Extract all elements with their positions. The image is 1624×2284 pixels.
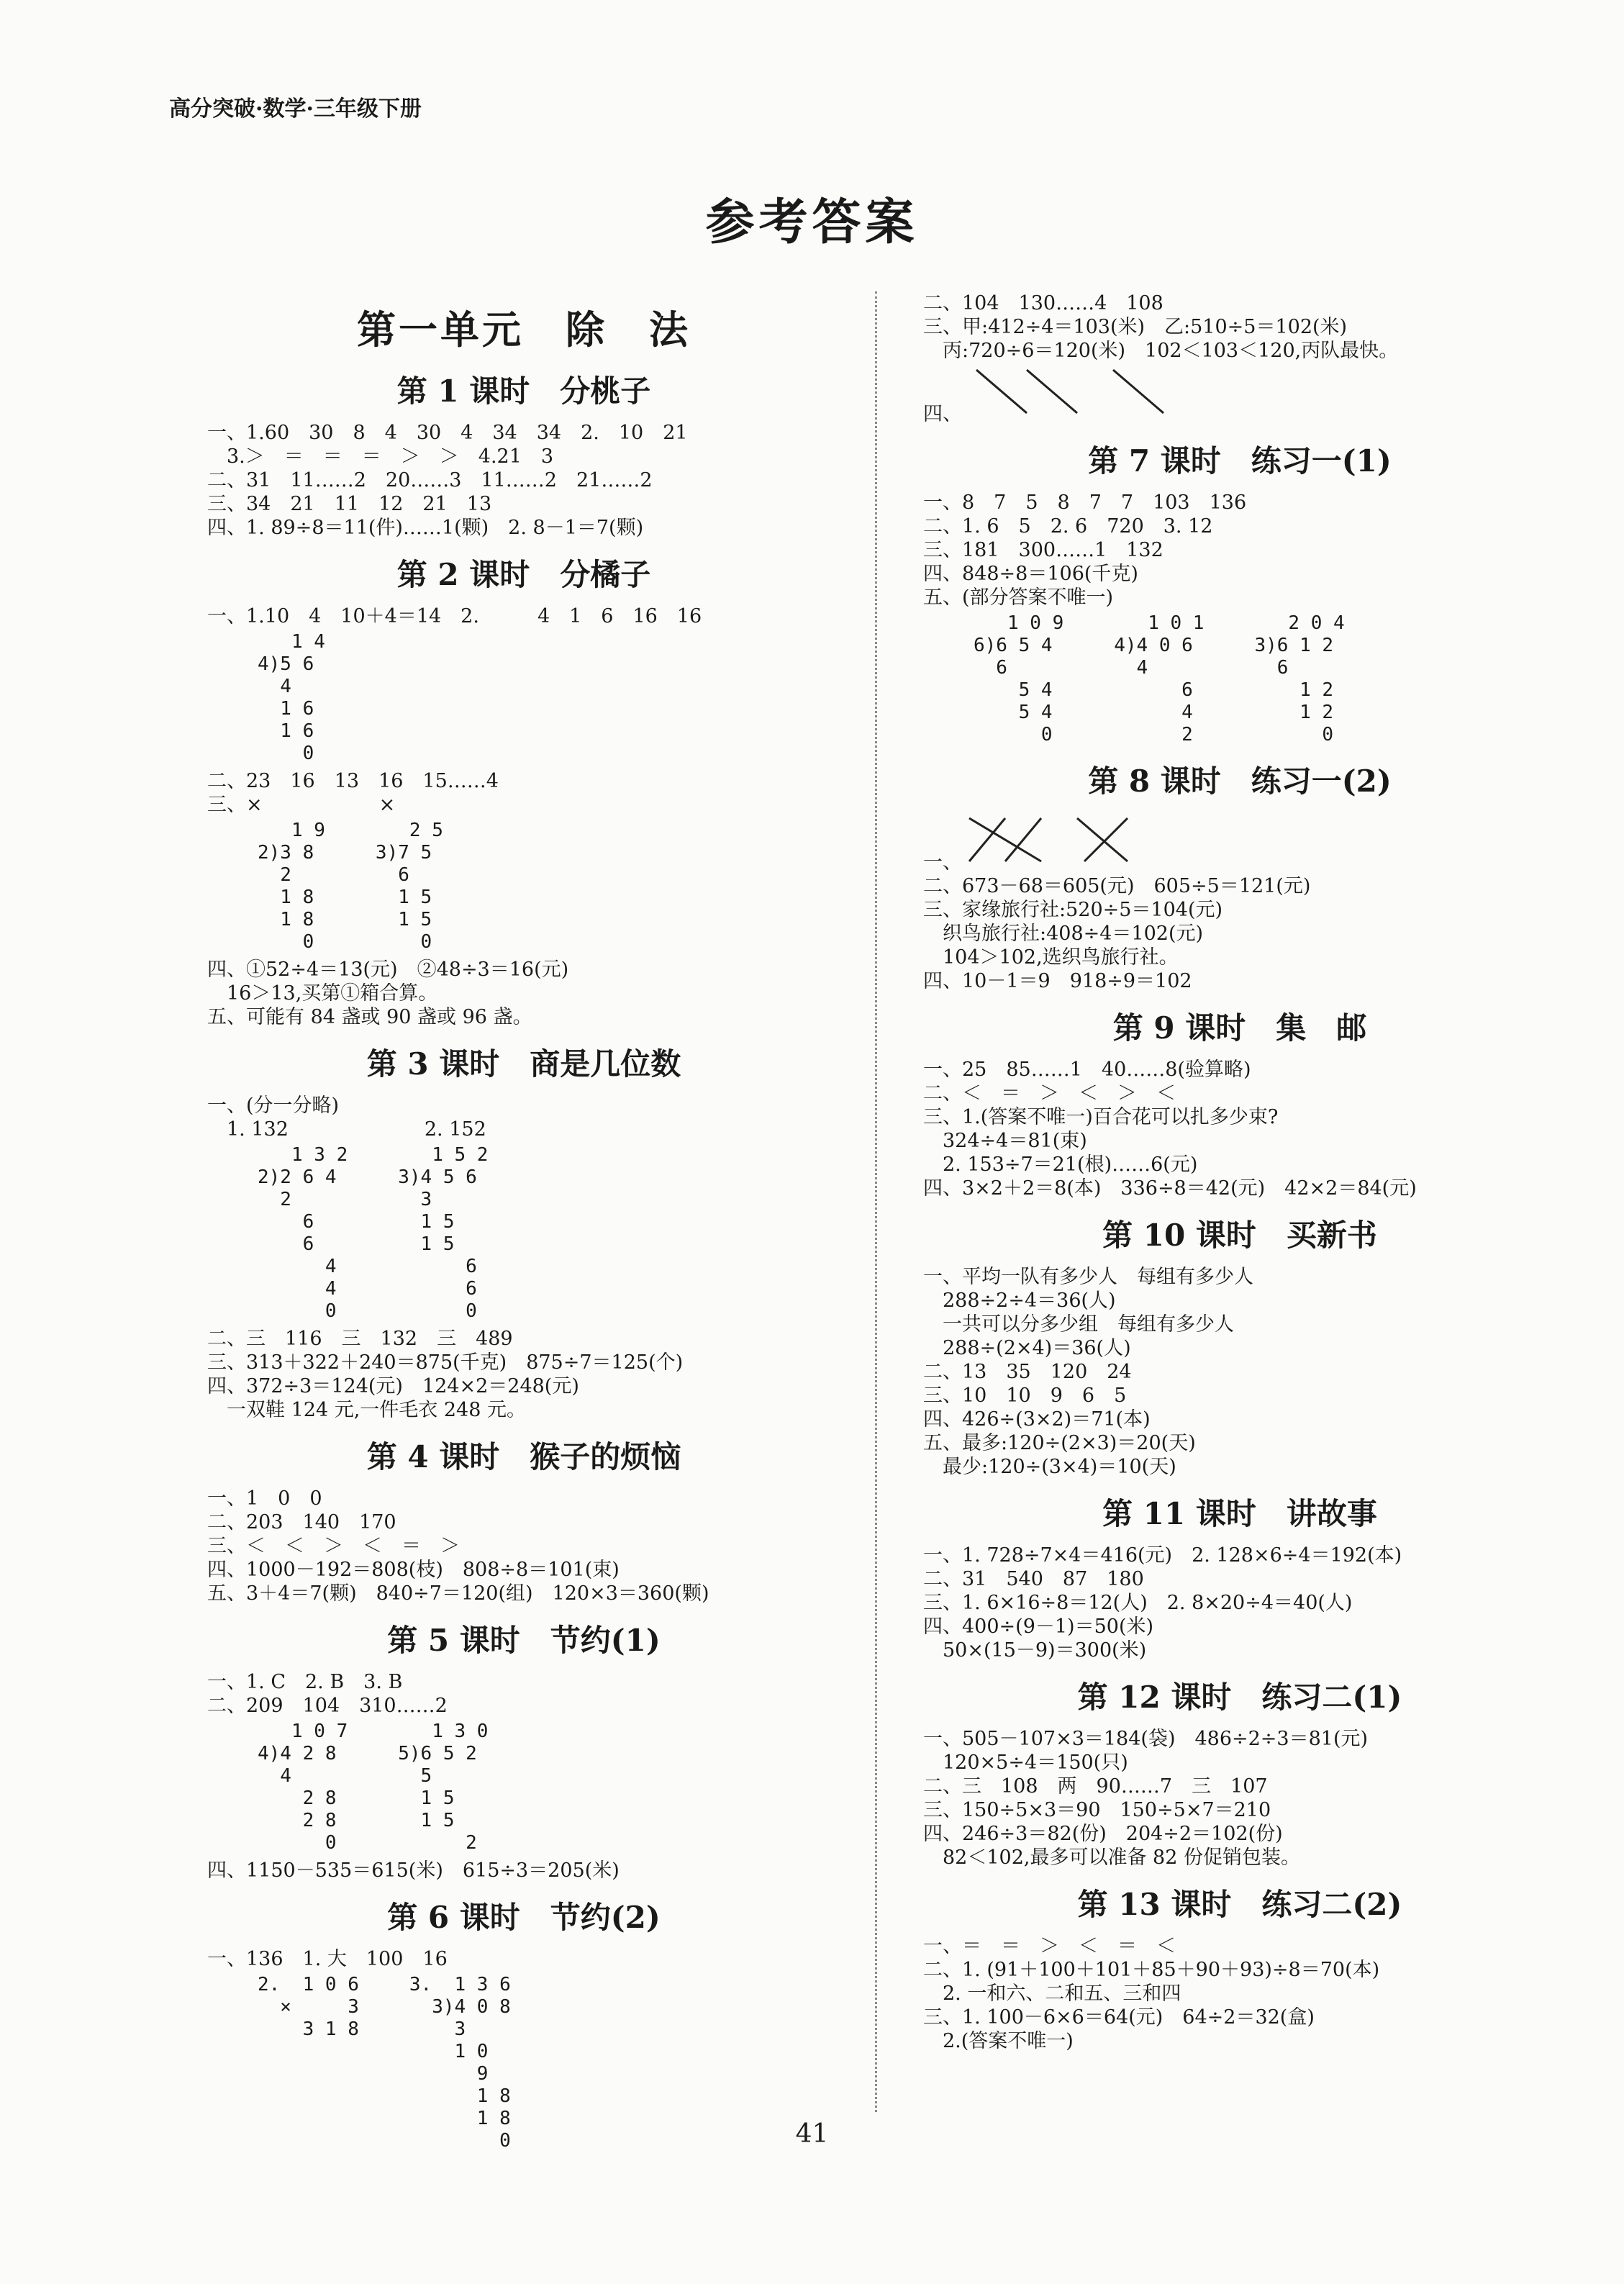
lesson-title: 第 13 课时 练习二(2) [1077, 1887, 1402, 1922]
answer-line: 三、＜ ＜ ＞ ＜ ＝ ＞ [207, 1535, 460, 1557]
answer-line: 四、372÷3＝124(元) 124×2＝248(元) [207, 1375, 579, 1397]
matching-lines-b [962, 811, 1199, 869]
long-division: 1 5 2 3)4 5 6 3 1 5 1 5 6 6 0 [398, 1144, 489, 1322]
answer-line: 一、1.60 30 8 4 30 4 34 34 2. 10 21 [207, 422, 688, 444]
page-number: 41 [795, 2119, 829, 2149]
answer-line: 三、家缘旅行社:520÷5＝104(元) [923, 899, 1223, 921]
long-division: 1 0 9 6)6 5 4 6 5 4 5 4 0 [974, 612, 1064, 746]
answer-line: 16＞13,买第①箱合算。 [207, 982, 438, 1005]
lesson-title: 第 7 课时 练习一(1) [1088, 443, 1392, 479]
answer-line: 一、25 85……1 40……8(验算略) [923, 1059, 1251, 1081]
answer-line: 三、313＋322＋240＝875(千克) 875÷7＝125(个) [207, 1351, 684, 1374]
answer-line: 一、1 0 0 [207, 1487, 322, 1510]
long-division: 2. 1 0 6 × 3 3 1 8 [258, 1974, 359, 2040]
answer-line: 四、400÷(9－1)＝50(米) [923, 1615, 1154, 1638]
answer-line: 三、1.(答案不唯一)百合花可以扎多少束? [923, 1106, 1279, 1128]
right-column [923, 291, 1556, 2053]
match-line [1113, 370, 1163, 413]
answer-line: 288÷(2×4)＝36(人) [923, 1337, 1131, 1359]
answer-line: 三、甲:412÷4＝103(米) 乙:510÷5＝102(米) [923, 316, 1348, 338]
left-column-body [207, 368, 840, 2152]
answer-line: 五、(部分答案不唯一) [923, 586, 1114, 609]
long-division: 1 3 2 2)2 6 4 2 6 6 4 4 0 [258, 1144, 348, 1322]
answer-line: 一、1. 728÷7×4＝416(元) 2. 128×6÷4＝192(本) [923, 1544, 1402, 1567]
long-division-group [258, 1721, 840, 1854]
answer-line: 三、× × [207, 794, 396, 816]
left-column [207, 295, 840, 2157]
long-division: 1 0 1 4)4 0 6 4 6 4 2 [1114, 612, 1205, 746]
answer-line: 二、209 104 310……2 [207, 1695, 448, 1717]
answer-line: 四、848÷8＝106(千克) [923, 563, 1138, 585]
answer-line: 二、三 116 三 132 三 489 [207, 1328, 513, 1350]
long-division-group [974, 612, 1556, 746]
answer-line: 一、136 1. 大 100 16 [207, 1948, 448, 1970]
answer-line: 四、①52÷4＝13(元) ②48÷3＝16(元) [207, 959, 569, 981]
answer-line: 四、 [923, 363, 1556, 426]
answer-line: 288÷2÷4＝36(人) [923, 1290, 1116, 1312]
long-division: 3. 1 3 6 3)4 0 8 3 1 0 9 1 8 1 8 0 [409, 1974, 511, 2152]
answer-line: 2. 一和六、二和五、三和四 [923, 1982, 1181, 2005]
long-division: 2 0 4 3)6 1 2 6 1 2 1 2 0 [1254, 612, 1345, 746]
answer-line: 三、150÷5×3＝90 150÷5×7＝210 [923, 1799, 1271, 1821]
answer-line: 四、1000－192＝808(枝) 808÷8＝101(束) [207, 1559, 620, 1581]
answer-line: 50×(15－9)＝300(米) [923, 1639, 1147, 1662]
answer-line: 324÷4＝81(束) [923, 1130, 1087, 1152]
answer-line: 四、3×2＋2＝8(本) 336÷8＝42(元) 42×2＝84(元) [923, 1177, 1417, 1200]
answer-line: 三、181 300……1 132 [923, 539, 1163, 561]
answer-line: 二、1. 6 5 2. 6 720 3. 12 [923, 515, 1213, 538]
long-division: 1 3 0 5)6 5 2 5 1 5 1 5 2 [398, 1721, 489, 1854]
answer-line: 五、3＋4＝7(颗) 840÷7＝120(组) 120×3＝360(颗) [207, 1582, 709, 1605]
answer-line: 一、505－107×3＝184(袋) 486÷2÷3＝81(元) [923, 1728, 1369, 1750]
answer-line: 四、246÷3＝82(份) 204÷2＝102(份) [923, 1823, 1283, 1845]
lesson-title: 第 5 课时 节约(1) [387, 1623, 661, 1658]
answer-line: 二、673－68＝605(元) 605÷5＝121(元) [923, 875, 1311, 897]
answer-line: 一双鞋 124 元,一件毛衣 248 元。 [207, 1399, 526, 1421]
lesson-title: 第 9 课时 集 邮 [1112, 1010, 1367, 1046]
answer-line: 二、23 16 13 16 15……4 [207, 770, 499, 792]
answer-line: 四、426÷(3×2)＝71(本) [923, 1408, 1151, 1431]
answer-line: 一、＝ ＝ ＞ ＜ ＝ ＜ [923, 1935, 1176, 1957]
page-title: 参考答案 [705, 194, 919, 251]
answer-line: 一、平均一队有多少人 每组有多少人 [923, 1266, 1253, 1288]
answer-line: 五、最多:120÷(2×3)＝20(天) [923, 1432, 1196, 1454]
unit-title: 第一单元 除 法 [357, 307, 691, 353]
match-line [976, 370, 1027, 413]
answer-line: 2. 153÷7＝21(根)……6(元) [923, 1154, 1198, 1176]
match-line [969, 818, 1041, 861]
answer-line: 二、203 140 170 [207, 1511, 396, 1533]
answer-line: 四、1. 89÷8＝11(件)……1(颗) 2. 8－1＝7(颗) [207, 517, 644, 539]
answer-line: 三、10 10 9 6 5 [923, 1385, 1127, 1407]
answer-line: 三、1. 6×16÷8＝12(人) 2. 8×20÷4＝40(人) [923, 1592, 1353, 1614]
answer-line: 织鸟旅行社:408÷4＝102(元) [923, 923, 1204, 945]
long-division: 2 5 3)7 5 6 1 5 1 5 0 [375, 820, 443, 953]
answer-line: 104＞102,选织鸟旅行社。 [923, 946, 1179, 969]
answer-line: 一共可以分多少组 每组有多少人 [923, 1313, 1234, 1336]
lesson-title: 第 11 课时 讲故事 [1102, 1496, 1377, 1531]
answer-line: 五、可能有 84 盏或 90 盏或 96 盏。 [207, 1006, 532, 1028]
answer-line: 二、31 11……2 20……3 11……2 21……2 [207, 469, 653, 491]
answer-line: 一、8 7 5 8 7 7 103 136 [923, 491, 1247, 514]
answer-line: 一、1.10 4 10＋4＝14 2. 4 1 6 16 16 [207, 605, 702, 627]
answer-line: 120×5÷4＝150(只) [923, 1751, 1128, 1774]
answer-line: 3.＞ ＝ ＝ ＝ ＞ ＞ 4.21 3 [207, 445, 554, 468]
lesson-title: 第 8 课时 练习一(2) [1088, 763, 1392, 799]
answer-line: 最少:120÷(3×4)＝10(天) [923, 1456, 1176, 1478]
match-line [969, 818, 1005, 861]
lesson-title: 第 3 课时 商是几位数 [366, 1046, 681, 1082]
answer-line: 一、 [923, 811, 1556, 874]
long-division-group [258, 1144, 840, 1323]
matching-lines-a [962, 363, 1199, 420]
long-division: 1 0 7 4)4 2 8 4 2 8 2 8 0 [258, 1721, 348, 1854]
answer-line: 二、31 540 87 180 [923, 1568, 1144, 1590]
answer-line: 一、1. C 2. B 3. B [207, 1671, 403, 1693]
long-division-group [258, 820, 840, 953]
answer-line: 一、(分一分略) [207, 1095, 340, 1117]
lesson-title: 第 12 课时 练习二(1) [1077, 1680, 1402, 1715]
match-line [1027, 370, 1077, 413]
answer-line: 丙:720÷6＝120(米) 102＜103＜120,丙队最快。 [923, 340, 1399, 362]
answer-line: 三、34 21 11 12 21 13 [207, 493, 492, 515]
right-column-body [923, 291, 1556, 2053]
match-line [1005, 818, 1041, 861]
lesson-title: 第 10 课时 买新书 [1102, 1218, 1377, 1253]
book-header: 高分突破·数学·三年级下册 [169, 96, 422, 122]
answer-line: 四、1150－535＝615(米) 615÷3＝205(米) [207, 1859, 620, 1882]
long-division: 1 9 2)3 8 2 1 8 1 8 0 [258, 820, 325, 953]
answer-line: 二、1. (91＋100＋101＋85＋90＋93)÷8＝70(本) [923, 1959, 1380, 1981]
answer-line: 二、三 108 两 90……7 三 107 [923, 1775, 1268, 1798]
lesson-title: 第 2 课时 分橘子 [396, 557, 651, 592]
answer-line: 四、10－1＝9 918÷9＝102 [923, 970, 1192, 992]
answer-line: 1. 132 2. 152 [207, 1118, 486, 1141]
lesson-title: 第 6 课时 节约(2) [387, 1900, 661, 1935]
long-division-group [258, 631, 840, 765]
lesson-title: 第 1 课时 分桃子 [396, 373, 651, 409]
long-division: 1 4 4)5 6 4 1 6 1 6 0 [258, 631, 325, 764]
lesson-title: 第 4 课时 猴子的烦恼 [366, 1439, 681, 1474]
answer-line: 三、1. 100－6×6＝64(元) 64÷2＝32(盒) [923, 2006, 1315, 2029]
answer-line: 82＜102,最多可以准备 82 份促销包装。 [923, 1846, 1300, 1869]
column-divider [875, 291, 877, 2112]
answer-line: 二、104 130……4 108 [923, 292, 1163, 314]
answer-line: 2.(答案不唯一) [923, 2030, 1074, 2052]
answer-line: 二、＜ ＝ ＞ ＜ ＞ ＜ [923, 1082, 1176, 1105]
answer-line: 二、13 35 120 24 [923, 1361, 1132, 1383]
